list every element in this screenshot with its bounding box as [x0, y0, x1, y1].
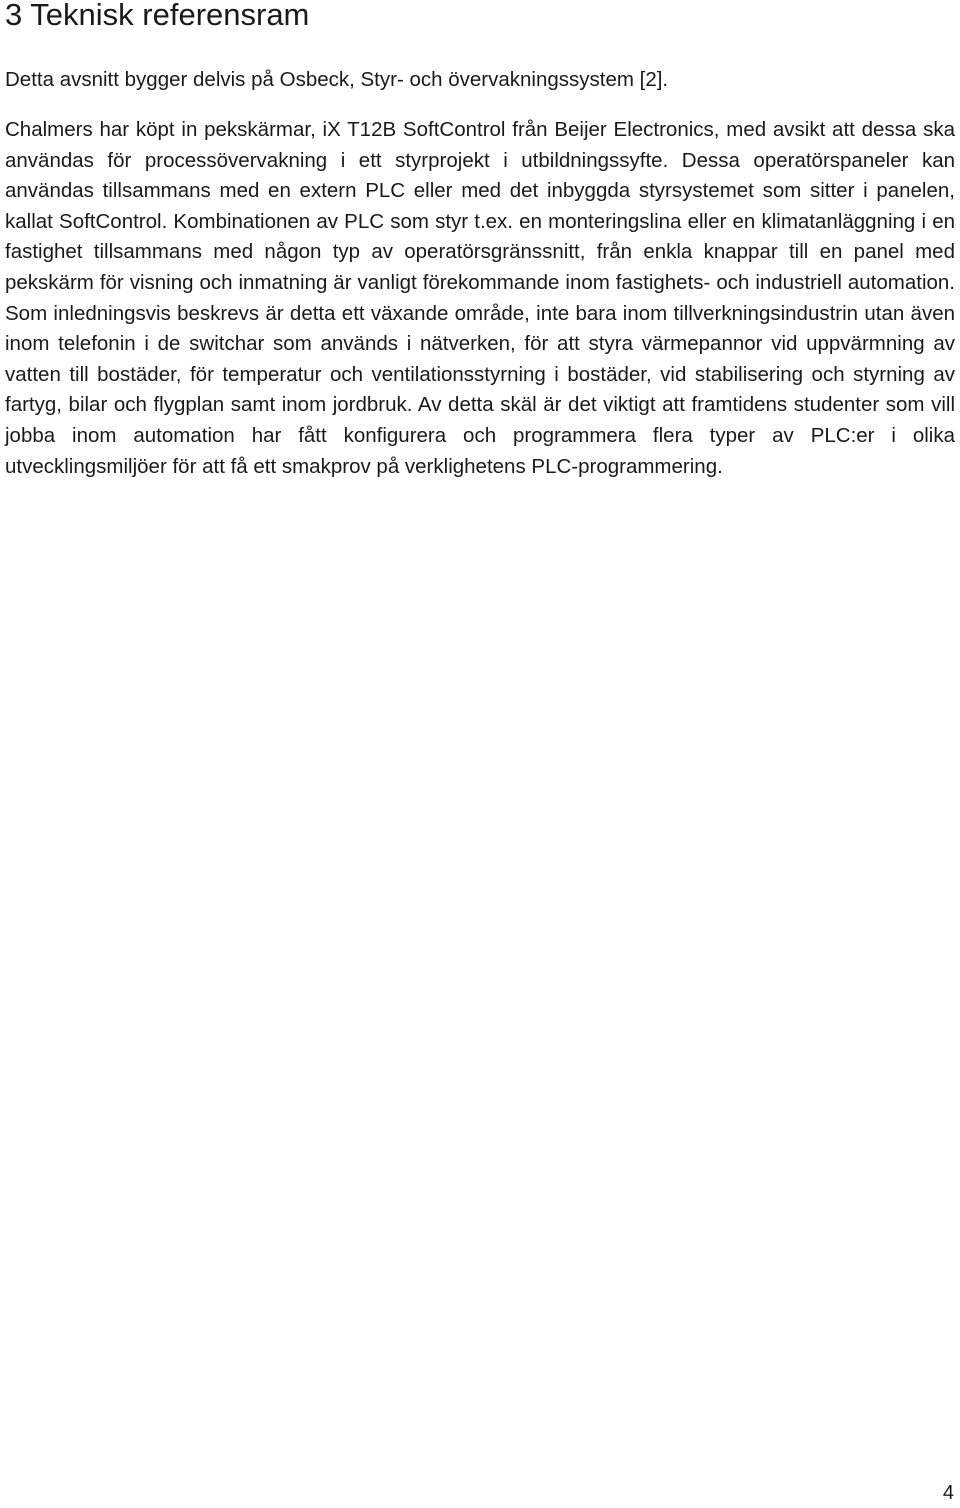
- body-paragraph: Chalmers har köpt in pekskärmar, iX T12B SoftControl från Beijer Electronics, med avsikt att dessa ska användas för processövervakning i ett styrprojekt i utbildningssyfte. Dessa operatörspaneler kan användas tillsammans med en extern PLC eller med det inbyggda styrsystemet som sitter i panelen, kallat SoftControl. Kombinationen av PLC som styr t.ex. en monteringslina eller en klimatanläggning i en fastighet tillsammans med någon typ av operatörsgränssnitt, från enkla knappar till en panel med pekskärm för visning och inmatning är vanligt förekommande inom fastighets- och industriell automation. Som inledningsvis beskrevs är detta ett växande område, inte bara inom tillverkningsindustrin utan även inom telefonin i de switchar som används i nätverken, för att styra värmepannor vid uppvärmning av vatten till bostäder, för temperatur och ventilationsstyrning i bostäder, vid stabilisering och styrning av fartyg, bilar och flygplan samt inom jordbruk. Av detta skäl är det viktigt att framtidens studenter som vill jobba inom automation har fått konfigurera och programmera flera typer av PLC:er i olika utvecklingsmiljöer för att få ett smakprov på verklighetens PLC-programmering.: [5, 118, 955, 478]
- intro-paragraph: Detta avsnitt bygger delvis på Osbeck, Styr- och övervakningssystem [2].: [5, 68, 669, 91]
- section-heading: 3 Teknisk referensram: [5, 0, 310, 32]
- page-number: 4: [942, 1482, 954, 1504]
